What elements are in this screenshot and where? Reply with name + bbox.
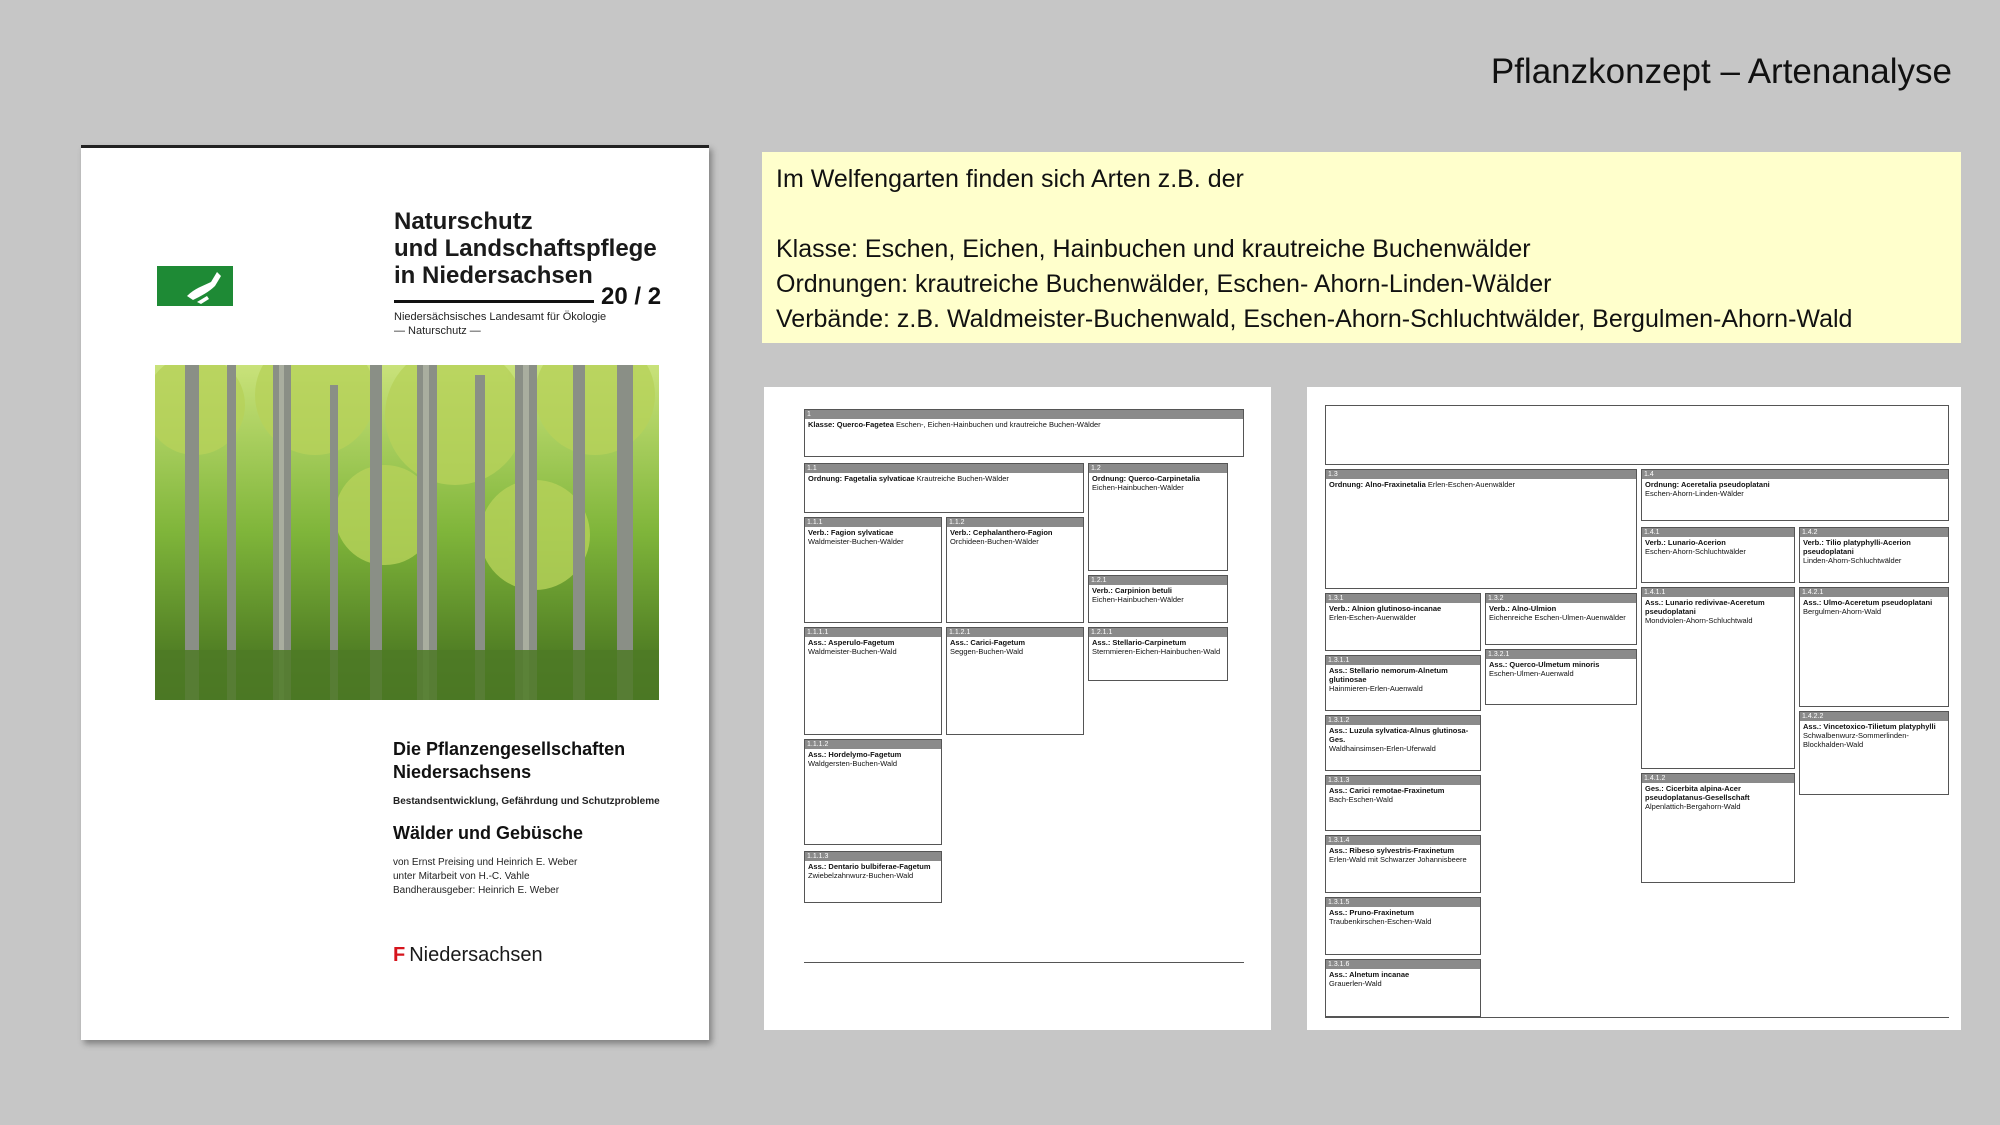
table-cell-1-4-2-1: 1.4.2.1 Ass.: Ulmo-Aceretum pseudoplatani Bergulmen-Ahorn-Wald (1799, 587, 1949, 707)
table-cell-1-3-1-5: 1.3.1.5 Ass.: Pruno-Fraxinetum Traubenkirschen-Eschen-Wald (1325, 897, 1481, 955)
note-line-verbaende: Verbände: z.B. Waldmeister-Buchenwald, Eschen-Ahorn-Schluchtwälder, Bergulmen-Ahorn-Wald (776, 305, 1853, 333)
table-cell-1-3-1: 1.3.1 Verb.: Alnion glutinoso-incanae Erlen-Eschen-Auenwälder (1325, 593, 1481, 651)
forest-photo (155, 365, 659, 700)
table-cell-klasse: 1 Klasse: Querco-Fagetea Eschen-, Eichen-Hainbuchen und krautreiche Buchen-Wälder (804, 409, 1244, 457)
niedersachsen-brand: F Niedersachsen (393, 944, 543, 966)
table-cell-1-3-1-4: 1.3.1.4 Ass.: Ribeso sylvestris-Fraxinetum Erlen-Wald mit Schwarzer Johannisbeere (1325, 835, 1481, 893)
table-cell-1-1-1-3: 1.1.1.3 Ass.: Dentario bulbiferae-Fagetum Zwiebelzahnwurz-Buchen-Wald (804, 851, 942, 903)
table-cell-1-4-1-2: 1.4.1.2 Ges.: Cicerbita alpina-Acer pseudoplatanus-Gesellschaft Alpenlattich-Bergahorn-Wald (1641, 773, 1795, 883)
table-cell-1-3-1-1: 1.3.1.1 Ass.: Stellario nemorum-Alnetum glutinosae Hainmieren-Erlen-Auenwald (1325, 655, 1481, 711)
table-cell-1-2-1-1: 1.2.1.1 Ass.: Stellario-Carpinetum Sternmieren-Eichen-Hainbuchen-Wald (1088, 627, 1228, 681)
table-cell-1-3-2-1: 1.3.2.1 Ass.: Querco-Ulmetum minoris Eschen-Ulmen-Auenwald (1485, 649, 1637, 705)
series-title: Naturschutz und Landschaftspflege in Niedersachsen (394, 208, 657, 289)
book-main-title: Die Pflanzengesellschaften Niedersachsens (393, 739, 626, 782)
title-rule (394, 300, 594, 303)
table-cell-1-3-2: 1.3.2 Verb.: Alno-Ulmion Eichenreiche Eschen-Ulmen-Auenwälder (1485, 593, 1637, 645)
table-cell-species-list (1325, 405, 1949, 465)
table-cell-1-1-1-1: 1.1.1.1 Ass.: Asperulo-Fagetum Waldmeister-Buchen-Wald (804, 627, 942, 735)
note-line-ordnungen: Ordnungen: krautreiche Buchenwälder, Eschen- Ahorn-Linden-Wälder (776, 270, 1552, 298)
publisher: Niedersächsisches Landesamt für Ökologie — Naturschutz — (394, 311, 607, 337)
table-cell-1-1: 1.1 Ordnung: Fagetalia sylvaticae Krautreiche Buchen-Wälder (804, 463, 1084, 513)
table-cell-1-2-1: 1.2.1 Verb.: Carpinion betuli Eichen-Hainbuchen-Wälder (1088, 575, 1228, 623)
info-textbox (762, 152, 1961, 343)
table-cell-1-4-2-2: 1.4.2.2 Ass.: Vincetoxico-Tilietum platyphylli Schwalbenwurz-Sommerlinden-Blockhalden-Wald (1799, 711, 1949, 795)
page-footnote (804, 962, 1244, 1013)
slide-title: Pflanzkonzept – Artenanalyse (1490, 52, 1952, 91)
table-cell-1-3-1-6: 1.3.1.6 Ass.: Alnetum incanae Grauerlen-Wald (1325, 959, 1481, 1017)
table-cell-1-3: 1.3 Ordnung: Alno-Fraxinetalia Erlen-Eschen-Auenwälder (1325, 469, 1637, 589)
note-line-klasse: Klasse: Eschen, Eichen, Hainbuchen und krautreiche Buchenwälder (776, 235, 1531, 263)
niedersachsen-logo-icon: F (393, 944, 406, 966)
table-cell-1-1-1-2: 1.1.1.2 Ass.: Hordelymo-Fagetum Waldgersten-Buchen-Wald (804, 739, 942, 845)
table-cell-1-3-1-2: 1.3.1.2 Ass.: Luzula sylvatica-Alnus glutinosa-Ges. Waldhainsimsen-Erlen-Uferwald (1325, 715, 1481, 771)
table-cell-1-4: 1.4 Ordnung: Aceretalia pseudoplatani Eschen-Ahorn-Linden-Wälder (1641, 469, 1949, 521)
table-cell-1-3-1-3: 1.3.1.3 Ass.: Carici remotae-Fraxinetum Bach-Eschen-Wald (1325, 775, 1481, 831)
table-cell-1-4-1-1: 1.4.1.1 Ass.: Lunario redivivae-Aceretum pseudoplatani Mondviolen-Ahorn-Schluchtwald (1641, 587, 1795, 769)
note-line-intro: Im Welfengarten finden sich Arten z.B. der (776, 165, 1244, 193)
book-cover-image (81, 145, 709, 1040)
table-cell-1-1-2: 1.1.2 Verb.: Cephalanthero-Fagion Orchideen-Buchen-Wälder (946, 517, 1084, 623)
table-cell-1-4-1: 1.4.1 Verb.: Lunario-Acerion Eschen-Ahorn-Schluchtwälder (1641, 527, 1795, 583)
table-cell-1-2: 1.2 Ordnung: Querco-Carpinetalia Eichen-Hainbuchen-Wälder (1088, 463, 1228, 571)
book-subtitle: Bestandsentwicklung, Gefährdung und Schutzprobleme (393, 796, 660, 807)
book-volume-title: Wälder und Gebüsche (393, 823, 584, 843)
table-cell-1-4-2: 1.4.2 Verb.: Tilio platyphylli-Acerion pseudoplatani Linden-Ahorn-Schluchtwälder (1799, 527, 1949, 583)
page-bottom-rule (1325, 1017, 1949, 1028)
syntaxonomy-page-1 (764, 387, 1271, 1030)
table-cell-1-1-2-1: 1.1.2.1 Ass.: Carici-Fagetum Seggen-Buchen-Wald (946, 627, 1084, 735)
volume-number: 20 / 2 (601, 283, 662, 310)
logo-icon (157, 266, 233, 306)
book-authors: von Ernst Preising und Heinrich E. Weber unter Mitarbeit von H.-C. Vahle Bandherausgeber: Heinrich E. Weber (393, 857, 578, 896)
table-cell-1-1-1: 1.1.1 Verb.: Fagion sylvaticae Waldmeister-Buchen-Wälder (804, 517, 942, 623)
syntaxonomy-page-2 (1307, 387, 1961, 1030)
